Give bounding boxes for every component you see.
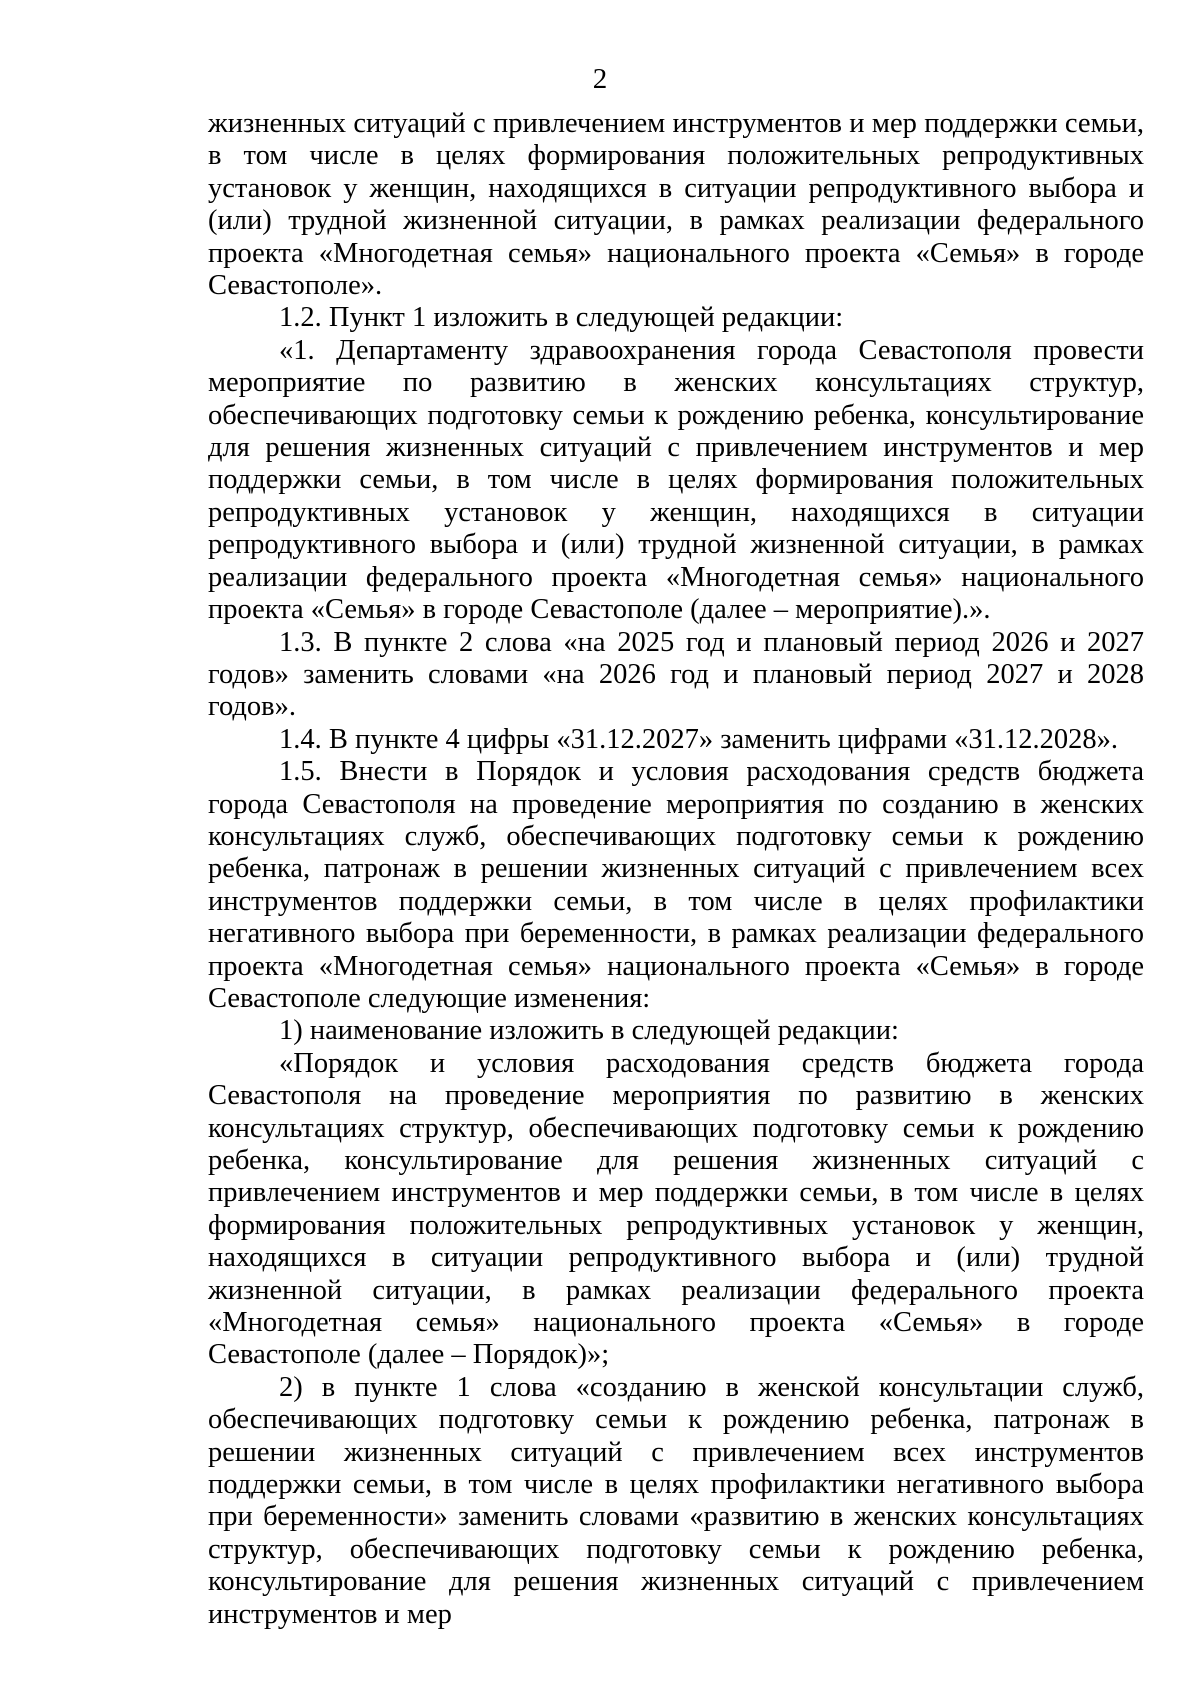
paragraph-quoted-title: «Порядок и условия расходования средств бюджета города Севастополя на проведение мероприятия по развитию в женских консультациях структур, обеспечивающих подготовку семьи к рождению ребенка, консультирование для решения жизненных ситуаций с привлечением инструментов и мер поддержки семьи, в том числе в целях формирования положительных репродуктивных установок у женщин, находящихся в ситуации репродуктивного выбора и (или) трудной жизненной ситуации, в рамках реализации федерального проекта «Многодетная семья» национального проекта «Семья» в городе Севастополе (далее – Порядок)»; bbox=[208, 1047, 1144, 1371]
document-body bbox=[208, 108, 1144, 1631]
paragraph-item-1-3: 1.3. В пункте 2 слова «на 2025 год и плановый период 2026 и 2027 годов» заменить словами «на 2026 год и плановый период 2027 и 2028 годов». bbox=[208, 626, 1144, 723]
paragraph-quoted-point-1: «1. Департаменту здравоохранения города Севастополя провести мероприятие по развитию в женских консультациях структур, обеспечивающих подготовку семьи к рождению ребенка, консультирование для решения жизненных ситуаций с привлечением инструментов и мер поддержки семьи, в том числе в целях формирования положительных репродуктивных установок у женщин, находящихся в ситуации репродуктивного выбора и (или) трудной жизненной ситуации, в рамках реализации федерального проекта «Многодетная семья» национального проекта «Семья» в городе Севастополе (далее – мероприятие).». bbox=[208, 334, 1144, 626]
paragraph-item-1-5: 1.5. Внести в Порядок и условия расходования средств бюджета города Севастополя на проведение мероприятия по созданию в женских консультациях служб, обеспечивающих подготовку семьи к рождению ребенка, патронаж в решении жизненных ситуаций с привлечением всех инструментов поддержки семьи, в том числе в целях профилактики негативного выбора при беременности, в рамках реализации федерального проекта «Многодетная семья» национального проекта «Семья» в городе Севастополе следующие изменения: bbox=[208, 756, 1144, 1014]
page-number: 2 bbox=[592, 63, 608, 95]
paragraph-subitem-2: 2) в пункте 1 слова «созданию в женской консультации служб, обеспечивающих подготовку семьи к рождению ребенка, патронаж в решении жизненных ситуаций с привлечением всех инструментов поддержки семьи, в том числе в целях профилактики негативного выбора при беременности» заменить словами «развитию в женских консультациях структур, обеспечивающих подготовку семьи к рождению ребенка, консультирование для решения жизненных ситуаций с привлечением инструментов и мер bbox=[208, 1371, 1144, 1630]
paragraph-item-1-2: 1.2. Пункт 1 изложить в следующей редакции: bbox=[279, 302, 844, 334]
paragraph-item-1-4: 1.4. В пункте 4 цифры «31.12.2027» заменить цифрами «31.12.2028». bbox=[279, 723, 1119, 755]
paragraph-subitem-1: 1) наименование изложить в следующей редакции: bbox=[279, 1015, 899, 1047]
paragraph-continuation: жизненных ситуаций с привлечением инструментов и мер поддержки семьи, в том числе в целях формирования положительных репродуктивных установок у женщин, находящихся в ситуации репродуктивного выбора и (или) трудной жизненной ситуации, в рамках реализации федерального проекта «Многодетная семья» национального проекта «Семья» в городе Севастополе». bbox=[208, 108, 1144, 302]
